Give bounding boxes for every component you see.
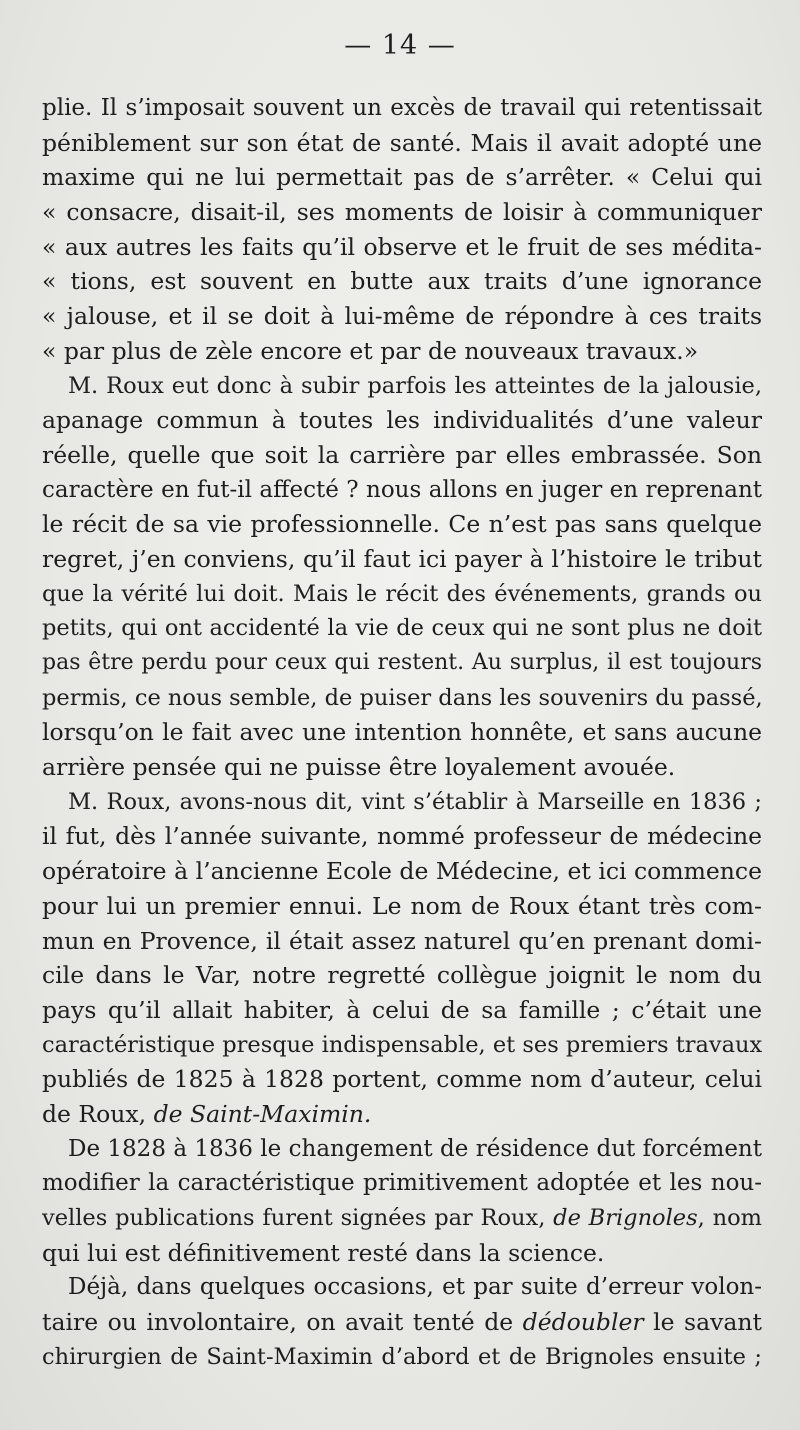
text-line: maxime qui ne lui permettait pas de s’arrêter. « Celui qui	[42, 163, 762, 192]
text-line: Déjà, dans quelques occasions, et par suite d’erreur volon-	[68, 1274, 762, 1301]
text-line: apanage commun à toutes les individualités d’une valeur	[42, 406, 762, 435]
text-line: le récit de sa vie professionnelle. Ce n’est pas sans quelque	[42, 510, 762, 539]
text-line: regret, j’en conviens, qu’il faut ici payer à l’histoire le tribut	[42, 544, 762, 573]
text-line: pas être perdu pour ceux qui restent. Au surplus, il est toujours	[42, 650, 762, 675]
italic-text: de Saint-Maximin.	[153, 1099, 372, 1128]
text-line: « tions, est souvent en butte aux traits d’une ignorance	[42, 267, 762, 296]
text-line: réelle, quelle que soit la carrière par elles embrassée. Son	[42, 440, 762, 469]
text-line: chirurgien de Saint-Maximin d’abord et de Brignoles ensuite ;	[42, 1343, 762, 1370]
text-line: mun en Provence, il était assez naturel qu’en prenant domi-	[42, 926, 762, 955]
text-line: « par plus de zèle encore et par de nouveaux travaux.»	[42, 336, 699, 365]
text-span: le savant	[643, 1308, 762, 1337]
italic-text: dédoubler	[522, 1308, 644, 1337]
text-line: De 1828 à 1836 le changement de résidence dut forcément	[68, 1135, 762, 1162]
text-line: qui lui est définitivement resté dans la science.	[42, 1238, 605, 1267]
text-line: péniblement sur son état de santé. Mais il avait adopté une	[42, 128, 762, 157]
text-line: arrière pensée qui ne puisse être loyalement avouée.	[42, 753, 676, 782]
text-line: pour lui un premier ennui. Le nom de Roux étant très com-	[42, 891, 762, 920]
text-line: modifier la caractéristique primitivement adoptée et les nou-	[42, 1170, 762, 1197]
text-line: « aux autres les faits qu’il observe et le fruit de ses médita-	[42, 232, 762, 261]
text-line: M. Roux eut donc à subir parfois les atteintes de la jalousie,	[68, 372, 762, 399]
text-line	[42, 1305, 762, 1340]
text-line: pays qu’il allait habiter, à celui de sa famille ; c’était une	[42, 995, 762, 1024]
body-text	[42, 91, 762, 1374]
text-span: de Roux,	[42, 1099, 154, 1128]
text-line: petits, qui ont accidenté la vie de ceux qui ne sont plus ne doit	[42, 615, 762, 642]
text-line: publiés de 1825 à 1828 portent, comme nom d’auteur, celui	[42, 1065, 762, 1094]
text-line: cile dans le Var, notre regretté collègue joignit le nom du	[42, 961, 762, 990]
text-span: , nom	[697, 1205, 762, 1231]
text-line: opératoire à l’ancienne Ecole de Médecine, et ici commence	[42, 857, 762, 886]
text-span: velles publications furent signées par Roux,	[42, 1205, 554, 1231]
text-line: caractère en fut-il affecté ? nous allons en juger en reprenant	[42, 476, 762, 503]
text-line	[42, 1097, 762, 1132]
text-line: « jalouse, et il se doit à lui-même de répondre à ces traits	[42, 302, 762, 331]
text-line: M. Roux, avons-nous dit, vint s’établir à Marseille en 1836 ;	[68, 788, 762, 815]
text-line: permis, ce nous semble, de puiser dans les souvenirs du passé,	[42, 684, 763, 711]
text-line: que la vérité lui doit. Mais le récit des événements, grands ou	[42, 580, 762, 607]
text-line: plie. Il s’imposait souvent un excès de travail qui retentissait	[42, 95, 762, 121]
text-line: caractéristique presque indispensable, et ses premiers travaux	[42, 1031, 763, 1058]
text-line: « consacre, disait-il, ses moments de loisir à communiquer	[42, 198, 762, 227]
page-number: — 14 —	[344, 30, 456, 61]
italic-text: de Brignoles	[553, 1205, 698, 1231]
text-line: lorsqu’on le fait avec une intention honnête, et sans aucune	[42, 718, 762, 747]
text-line: il fut, dès l’année suivante, nommé professeur de médecine	[42, 822, 762, 851]
text-span: taire ou involontaire, on avait tenté de	[42, 1308, 523, 1337]
text-line	[42, 1201, 762, 1236]
